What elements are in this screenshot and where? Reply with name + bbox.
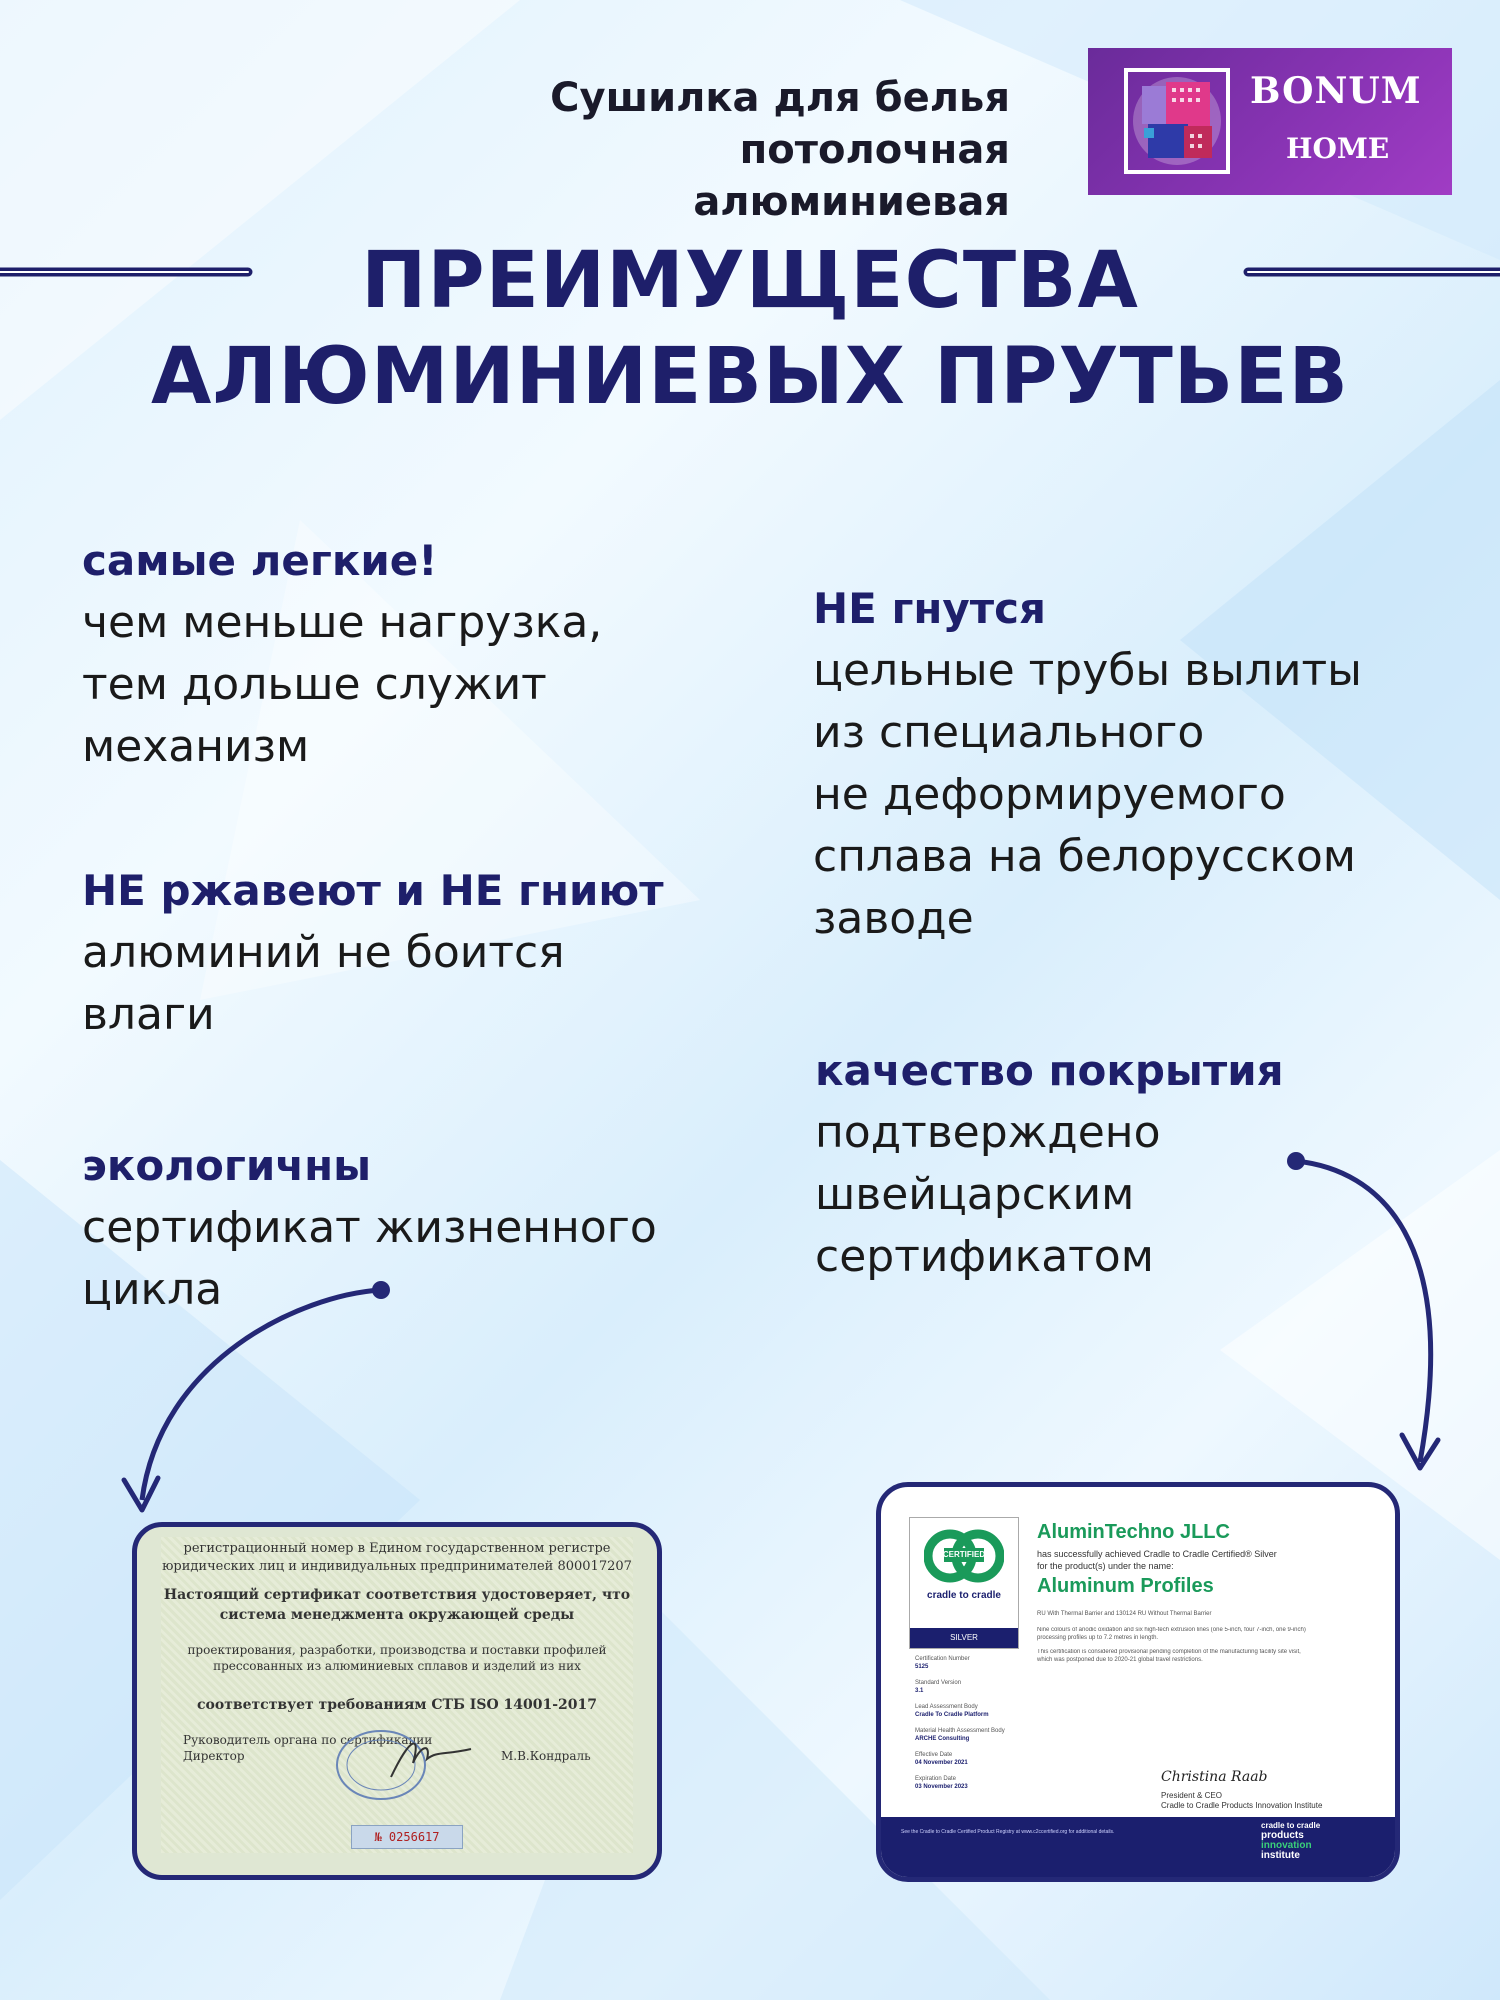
feature-text-line: цельные трубы вылиты — [813, 645, 1362, 696]
field-value: Cradle To Cradle Platform — [915, 1712, 989, 1718]
feature-text-line: швейцарским — [815, 1169, 1135, 1220]
footer-logo-line: innovation — [1261, 1840, 1312, 1851]
cert-line: проектирования, разработки, производства и поставки профилей — [187, 1643, 607, 1657]
certificate-paper — [161, 1537, 633, 1853]
field-label: Expiration Date — [915, 1776, 957, 1782]
feature-text-line: цикла — [82, 1264, 223, 1315]
feature-text-line: механизм — [82, 721, 310, 772]
feature-text-line: заводе — [813, 893, 974, 944]
company-name: AluminTechno JLLC — [1037, 1521, 1230, 1543]
field-label: Material Health Assessment Body — [915, 1728, 1005, 1734]
arrow-to-right-certificate-icon — [1270, 1150, 1470, 1480]
field-label: Certification Number — [915, 1656, 970, 1662]
feature-no-bend — [813, 578, 1493, 950]
logo-brand-text: BONUM — [1250, 70, 1422, 112]
field-value: ARCHE Consulting — [915, 1736, 970, 1742]
subtitle-line-2: алюминиевая — [693, 179, 1010, 225]
cert-fields — [915, 1655, 1005, 1791]
feature-text-line: не деформируемого — [813, 769, 1286, 820]
desc-line: which was postponed due to 2020-21 global travel restrictions. — [1037, 1657, 1203, 1663]
cert-line: регистрационный номер в Едином государственном регистре — [183, 1541, 611, 1556]
footer-logo-line: products — [1261, 1830, 1304, 1841]
footer-logo-line: institute — [1261, 1850, 1300, 1861]
product-name: Aluminum Profiles — [1037, 1575, 1214, 1597]
badge-certified-text: CERTIFIED — [942, 1550, 986, 1559]
field-value: 04 November 2021 — [915, 1760, 968, 1766]
field-label: Effective Date — [915, 1752, 953, 1758]
cradle-to-cradle-certificate-image — [876, 1482, 1400, 1882]
cert-line: Директор — [183, 1749, 245, 1763]
feature-title: экологичны — [82, 1141, 372, 1190]
achieved-line: for the product(s) under the name: — [1037, 1561, 1174, 1571]
field-value: 03 November 2023 — [915, 1784, 968, 1790]
cert-line: прессованных из алюминиевых сплавов и изделий из них — [213, 1659, 581, 1673]
certificate-number: № 0256617 — [351, 1825, 463, 1849]
bonum-home-logo — [1088, 48, 1452, 195]
feature-text-line: алюминий не боится — [82, 927, 565, 978]
signer-title: President & CEO — [1161, 1791, 1222, 1800]
headline-line-1: ПРЕИМУЩЕСТВА — [361, 236, 1139, 326]
achieved-line: has successfully achieved Cradle to Cradle Certified® Silver — [1037, 1549, 1277, 1559]
subtitle-line-1: Сушилка для белья потолочная — [550, 75, 1010, 173]
field-value: 3.1 — [915, 1688, 924, 1694]
desc-line: Nine colours of anodic oxidation and six high-tech extrusion lines (one 5-inch, four 7-inch, one 9-inch) — [1037, 1627, 1306, 1633]
cert-line: юридических лиц и индивидуальных предпринимателей 800017207 — [162, 1559, 632, 1574]
footer-note: See the Cradle to Cradle Certified Product Registry at www.c2ccertified.org for additional details. — [901, 1829, 1115, 1835]
cert-line: соответствует требованиям СТБ ISO 14001-2017 — [197, 1697, 597, 1713]
feature-text-line: подтверждено — [815, 1107, 1161, 1158]
feature-no-rust — [82, 860, 782, 1046]
feature-text-line: тем дольше служит — [82, 659, 547, 710]
signature: Christina Raab — [1161, 1769, 1268, 1785]
feature-lightest — [82, 530, 762, 778]
cert-line: Настоящий сертификат соответствия удостоверяет, что — [163, 1587, 631, 1603]
logo-mark-icon — [1122, 66, 1232, 176]
iso-certificate-image — [132, 1522, 662, 1880]
arrow-to-left-certificate-icon — [100, 1270, 420, 1530]
feature-text-line: чем меньше нагрузка, — [82, 597, 603, 648]
feature-text-line: сертификат жизненного — [82, 1202, 657, 1253]
feature-text-line: влаги — [82, 989, 215, 1040]
desc-line: RU With Thermal Barrier and 130124 RU Without Thermal Barrier — [1037, 1611, 1212, 1617]
feature-title: качество покрытия — [815, 1046, 1284, 1095]
badge-level-text: SILVER — [910, 1628, 1018, 1648]
desc-line: processing profiles up to 7.2 metres in length. — [1037, 1635, 1159, 1641]
field-label: Lead Assessment Body — [915, 1704, 978, 1710]
footer-logo — [1261, 1821, 1320, 1861]
feature-title: самые легкие! — [82, 536, 438, 585]
desc-line: This certification is considered provisional pending completion of the manufacturing facility site visit, — [1037, 1649, 1301, 1655]
feature-title: НЕ гнутся — [813, 584, 1047, 633]
feature-text-line: из специального — [813, 707, 1205, 758]
logo-sub-text: HOME — [1286, 132, 1390, 165]
footer-logo-line: cradle to cradle — [1261, 1821, 1321, 1830]
cert-line: Руководитель органа по сертификации — [183, 1733, 433, 1747]
main-headline — [0, 233, 1500, 425]
feature-text-line: сплава на белорусском — [813, 831, 1356, 882]
certificate-footer — [881, 1817, 1395, 1877]
signer-org: Cradle to Cradle Products Innovation Institute — [1161, 1801, 1323, 1810]
feature-text-line: сертификатом — [815, 1231, 1154, 1282]
product-subtitle — [310, 72, 1010, 228]
cert-line: система менеджмента окружающей среды — [219, 1607, 575, 1623]
field-value: 5125 — [915, 1664, 929, 1670]
cert-line: М.В.Кондраль — [501, 1749, 591, 1763]
field-label: Standard Version — [915, 1680, 962, 1686]
headline-line-2: АЛЮМИНИЕВЫХ ПРУТЬЕВ — [151, 332, 1349, 422]
c2c-badge — [909, 1517, 1019, 1649]
stamp-and-signature-icon — [321, 1715, 501, 1805]
feature-title: НЕ ржавеют и НЕ гниют — [82, 866, 664, 915]
badge-c2c-text: cradle to cradle — [927, 1590, 1001, 1601]
